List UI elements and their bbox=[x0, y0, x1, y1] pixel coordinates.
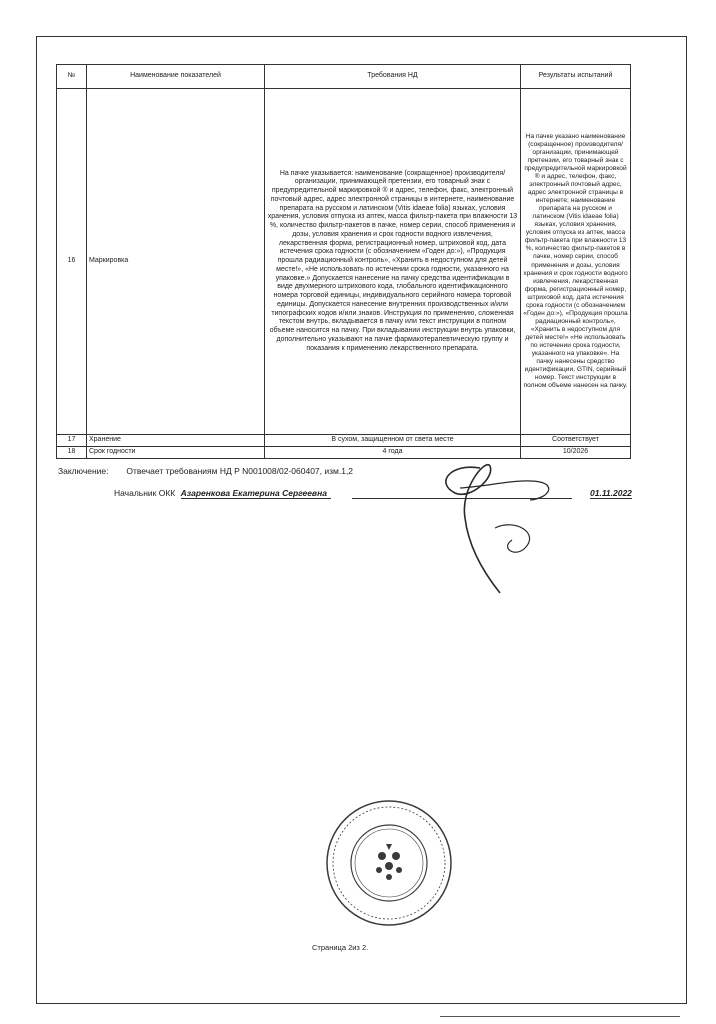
results-table bbox=[56, 64, 631, 459]
row-indicator: Маркировка bbox=[87, 89, 265, 435]
conclusion-label: Заключение: bbox=[58, 466, 109, 476]
row-number: 18 bbox=[57, 446, 87, 458]
chief-title: Начальник ОКК bbox=[114, 488, 176, 498]
row-requirement: 4 года bbox=[265, 446, 521, 458]
table-row bbox=[57, 435, 631, 447]
sign-date: 01.11.2022 bbox=[590, 488, 632, 498]
table-row bbox=[57, 89, 631, 435]
row-result: На пачке указано наименование (сокращенное) производителя/организации, принимающей претензии, его товарный знак с предупредительной маркировкой ® и адрес, телефон, факс, электронный почтовый адрес, адрес электронной страницы в интернете; наименование препарата на русском и латинском (Vitis idaeae folia) языках, условия хранения, условия отпуска из аптек, масса фильтр-пакета при влажности 13 %, количество фильтр-пакетов в пачке, номер серии, способ применения и дозы, условия хранения и срок годности водного извлечения, лекарственная форма, регистрационный номер, штриховой код, дата истечения срока годности (с обозначением «Годен до:»), «Продукция прошла радиационный контроль», «Хранить в недоступном для детей месте!» «Не использовать по истечении срока годности, указанного на упаковке». На пачку нанесены средство идентификации, GTIN, серийный номер. Текст инструкции в полном объеме нанесен на пачку. bbox=[521, 89, 631, 435]
row-indicator: Хранение bbox=[87, 435, 265, 447]
page-number: Страница 2из 2. bbox=[312, 943, 369, 952]
row-result: Соответствует bbox=[521, 435, 631, 447]
bottom-divider bbox=[440, 1016, 680, 1017]
header-results: Результаты испытаний bbox=[521, 65, 631, 89]
row-number: 17 bbox=[57, 435, 87, 447]
row-indicator: Срок годности bbox=[87, 446, 265, 458]
table-header-row bbox=[57, 65, 631, 89]
row-result: 10/2026 bbox=[521, 446, 631, 458]
chief-line bbox=[114, 488, 331, 499]
chief-name: Азаренкова Екатерина Сергеевна bbox=[181, 488, 331, 499]
header-requirements: Требования НД bbox=[265, 65, 521, 89]
row-number: 16 bbox=[57, 89, 87, 435]
header-number: № bbox=[57, 65, 87, 89]
conclusion bbox=[58, 466, 353, 476]
round-seal bbox=[324, 798, 454, 928]
conclusion-text: Отвечает требованиям НД Р N001008/02-060407, изм.1,2 bbox=[126, 466, 354, 476]
row-requirement: На пачке указывается: наименование (сокращенное) производителя/организации, принимающей претензии, его товарный знак с предупредительной маркировкой ® и адрес, телефон, факс, электронный почтовый адрес, адрес электронной страницы в интернете, наименование препарата на русском и латинском (Vitis idaeae folia) языках, условия хранения, условия отпуска из аптек, масса фильтр-пакета при влажности 13 %, количество фильтр-пакетов в пачке, номер серии, способ применения и дозы, условия хранения и срок годности водного извлечения, лекарственная форма, регистрационный номер, штриховой код, дата истечения срока годности (с обозначением «Годен до:»), «Продукция прошла радиационный контроль», «Хранить в недоступном для детей месте!», «Не использовать по истечении срока годности, указанного на упаковке.» Допускается нанесение на пачку средства идентификации в виде двухмерного штрихового кода, глобального идентификационного номера торговой единицы, индивидуального серийного номера торговой единицы. Допускается нанесение внутренних производственных и/или типографских кодов и/или знаков. Инструкция по применению, сложенная текстом внутрь, вкладывается в пачку или текст инструкции в полном объеме наносится на пачку. При вкладывании инструкции внутрь упаковки, дополнительно указывают на пачке фармакотерапевтическую группу и показания к применению лекарственного препарата. bbox=[265, 89, 521, 435]
header-indicator: Наименование показателей bbox=[87, 65, 265, 89]
handwritten-signature bbox=[420, 448, 580, 608]
row-requirement: В сухом, защищенном от света месте bbox=[265, 435, 521, 447]
